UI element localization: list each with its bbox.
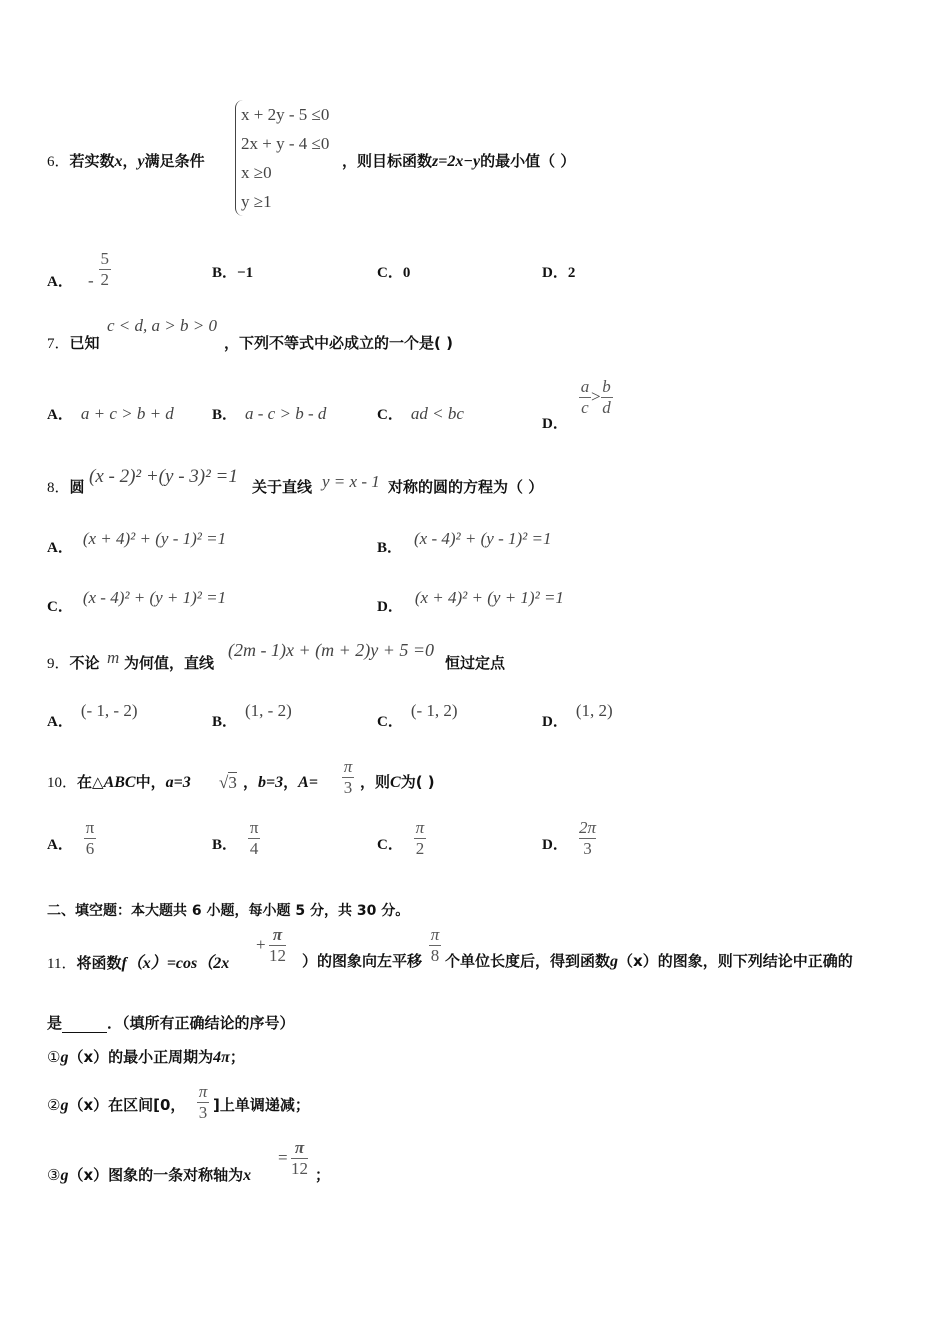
constraint: x + 2y - 5 ≤0 — [241, 105, 330, 124]
sqrt-expression: √3 — [219, 773, 237, 792]
option-value: (1, - 2) — [245, 701, 292, 720]
option-d[interactable] — [377, 588, 564, 616]
option-value: ad < bc — [410, 404, 464, 423]
option-value: 0 — [402, 265, 411, 281]
circled-number: ① — [47, 1050, 61, 1066]
angle-c: C — [390, 774, 401, 791]
operator: > — [590, 387, 601, 406]
plus-sign: + — [256, 935, 266, 954]
stem-text: ； — [315, 1166, 331, 1184]
option-label: D． — [542, 416, 568, 432]
stem-text: ，下列不等式中必成立的一个是( ) — [224, 334, 453, 352]
option-label: C． — [377, 407, 403, 423]
option-value: (x - 4)² + (y + 1)² =1 — [82, 588, 227, 607]
option-d[interactable] — [542, 818, 596, 859]
option-label: B． — [377, 540, 403, 556]
option-label: B． — [212, 837, 238, 853]
stem-text: （x）图象的一条对称轴为 — [68, 1166, 244, 1184]
option-d[interactable] — [542, 261, 575, 282]
minus-sign: - — [87, 271, 94, 290]
option-label: B． — [212, 265, 238, 281]
statement-2 — [47, 1082, 447, 1122]
option-label: C． — [377, 714, 403, 730]
question-7 — [47, 316, 847, 356]
fraction: π 12 — [269, 925, 286, 965]
option-c[interactable] — [47, 588, 227, 616]
option-value: a - c > b - d — [245, 404, 327, 423]
option-label: A． — [47, 540, 73, 556]
option-label: D． — [377, 599, 403, 615]
option-label: B． — [212, 714, 238, 730]
circled-number: ② — [47, 1098, 61, 1114]
question-11 — [47, 925, 927, 975]
q6-stem-right — [342, 150, 575, 171]
option-d[interactable] — [542, 701, 613, 731]
option-a[interactable] — [47, 529, 227, 557]
statement-3 — [47, 1138, 447, 1188]
var-y: y — [137, 153, 145, 170]
option-value: (x + 4)² + (y - 1)² =1 — [82, 529, 227, 548]
option-b[interactable] — [377, 529, 552, 557]
stem-text: 是 — [47, 1014, 63, 1032]
fraction: π 12 — [291, 1138, 308, 1178]
stem-text: 的最小值（ ） — [480, 152, 576, 170]
stem-text: 圆 — [69, 478, 85, 496]
fraction: π 3 — [343, 757, 353, 797]
var-x: x — [114, 153, 123, 170]
option-value: (- 1, 2) — [410, 701, 458, 720]
var-x: x — [243, 1167, 252, 1184]
question-number: 8． — [47, 480, 70, 496]
q7-options — [47, 375, 847, 430]
stem-text: 中， — [135, 773, 166, 791]
objective-function: z=2x−y — [432, 153, 481, 170]
option-value: a + c > b + d — [80, 404, 174, 423]
fraction: $\frac{\pi}{4}$ — [249, 818, 259, 858]
stem-text: 将函数 — [76, 954, 122, 972]
option-value: (x - 4)² + (y - 1)² =1 — [414, 529, 552, 548]
fraction: π 3 — [198, 1082, 208, 1122]
sqrt-icon: √ — [219, 773, 229, 792]
question-number: 7． — [47, 336, 70, 352]
statement-1 — [47, 1046, 245, 1067]
stem-text: 在△ — [77, 773, 104, 791]
stem-text: 已知 — [69, 334, 100, 352]
question-9 — [47, 640, 897, 680]
function-g: g — [60, 1167, 69, 1184]
stem-text: 为何值，直线 — [124, 654, 215, 672]
option-label: C． — [377, 837, 403, 853]
question-number: 6． — [47, 154, 70, 170]
constraint: y ≥1 — [241, 192, 272, 211]
q8-options — [47, 520, 897, 620]
option-label: D． — [542, 714, 568, 730]
circle-equation: (x - 2)² +(y - 3)² =1 — [89, 466, 238, 487]
var-m: m — [107, 648, 120, 667]
q6-stem-left — [47, 150, 205, 171]
option-b[interactable] — [212, 818, 260, 859]
triangle-name: ABC — [103, 774, 136, 791]
option-b[interactable] — [212, 403, 326, 424]
answer-blank[interactable] — [62, 1014, 107, 1033]
side-a: a=3 — [165, 774, 191, 791]
stem-text: （x）的最小正周期为 — [68, 1048, 214, 1066]
period-value: 4π — [213, 1049, 230, 1066]
question-6 — [47, 100, 847, 220]
option-label: C． — [47, 599, 73, 615]
option-a[interactable] — [47, 701, 138, 731]
stem-text: ，则 — [360, 773, 391, 791]
argument: （x） — [126, 955, 167, 972]
option-value: (x + 4)² + (y + 1)² =1 — [414, 588, 564, 607]
function-g: g — [610, 953, 619, 970]
q6-options — [47, 237, 847, 290]
fraction: π 8 — [430, 925, 440, 965]
stem-text: ．（填所有正确结论的序号） — [107, 1014, 295, 1032]
option-value: (1, 2) — [575, 701, 613, 720]
stem-text: ， — [243, 773, 259, 791]
stem-text: 满足条件 — [144, 152, 205, 170]
q10-options — [47, 818, 847, 868]
option-c[interactable] — [377, 403, 464, 424]
function-g: g — [60, 1097, 69, 1114]
constraint: 2x + y - 4 ≤0 — [241, 134, 330, 153]
line-equation: (2m - 1)x + (m + 2)y + 5 =0 — [228, 640, 435, 660]
question-number: 11． — [47, 956, 77, 972]
option-label: B． — [212, 407, 238, 423]
stem-text: 不论 — [69, 654, 100, 672]
stem-text: 关于直线 — [252, 478, 313, 496]
fraction: $\frac{5}{2}$ — [100, 249, 109, 289]
stem-text: （x）的图象，则下列结论中正确的 — [618, 952, 853, 970]
option-a[interactable] — [47, 249, 111, 302]
condition-math: c < d, a > b > 0 — [107, 316, 217, 335]
q11-line2 — [47, 1012, 295, 1033]
equals-sign: = — [278, 1148, 288, 1167]
stem-text: 若实数 — [69, 152, 115, 170]
stem-text: ]上单调递减； — [213, 1096, 310, 1114]
function-g: g — [60, 1049, 69, 1066]
cos-expression: =cos（2x — [166, 955, 230, 972]
fraction: $\frac{\pi}{6}$ — [85, 818, 95, 858]
option-b[interactable] — [212, 261, 253, 282]
option-label: A． — [47, 407, 73, 423]
option-label: A． — [47, 274, 73, 290]
stem-text: ， — [283, 773, 299, 791]
option-c[interactable] — [377, 701, 458, 731]
stem-text: 恒过定点 — [445, 654, 506, 672]
option-value: −1 — [237, 265, 254, 281]
side-b: b=3 — [258, 774, 284, 791]
question-number: 9． — [47, 656, 70, 672]
option-b[interactable] — [212, 701, 292, 731]
stem-text: ）的图象向左平移 — [302, 952, 423, 970]
question-10 — [47, 757, 897, 802]
stem-text: （x）在区间[0， — [68, 1096, 186, 1114]
circled-number: ③ — [47, 1168, 61, 1184]
question-8 — [47, 462, 897, 502]
option-label: C． — [377, 265, 403, 281]
option-label: A． — [47, 837, 73, 853]
stem-text: 对称的圆的方程为（ ） — [388, 478, 544, 496]
option-a[interactable] — [47, 818, 96, 859]
q9-options — [47, 698, 847, 738]
fraction: $\frac{2\pi}{3}$ — [578, 818, 596, 858]
option-label: A． — [47, 714, 73, 730]
fraction: $\frac{a}{c}$ — [580, 377, 590, 417]
option-d[interactable] — [542, 377, 613, 432]
stem-text: 个单位长度后，得到函数 — [445, 952, 611, 970]
fraction: $\frac{\pi}{2}$ — [415, 818, 425, 858]
stem-text: 为( ) — [400, 773, 435, 791]
option-a[interactable] — [47, 403, 174, 424]
option-value: (- 1, - 2) — [80, 701, 138, 720]
stem-text: ； — [229, 1048, 245, 1066]
option-label: D． — [542, 837, 568, 853]
line-equation: y = x - 1 — [322, 472, 380, 491]
question-number: 10． — [47, 775, 78, 791]
constraint: x ≥0 — [241, 163, 272, 182]
section-heading: 二、填空题：本大题共 6 小题，每小题 5 分，共 30 分。 — [47, 903, 410, 919]
option-value: 2 — [567, 265, 576, 281]
option-c[interactable] — [377, 818, 426, 859]
fraction: $\frac{b}{d}$ — [602, 377, 611, 417]
angle-a: A= — [298, 774, 318, 791]
constraint-system — [235, 100, 329, 216]
stem-text: ，则目标函数 — [342, 152, 433, 170]
stem-text: ， — [122, 152, 138, 170]
option-c[interactable] — [377, 261, 410, 282]
function-f: f — [121, 955, 127, 972]
option-label: D． — [542, 265, 568, 281]
